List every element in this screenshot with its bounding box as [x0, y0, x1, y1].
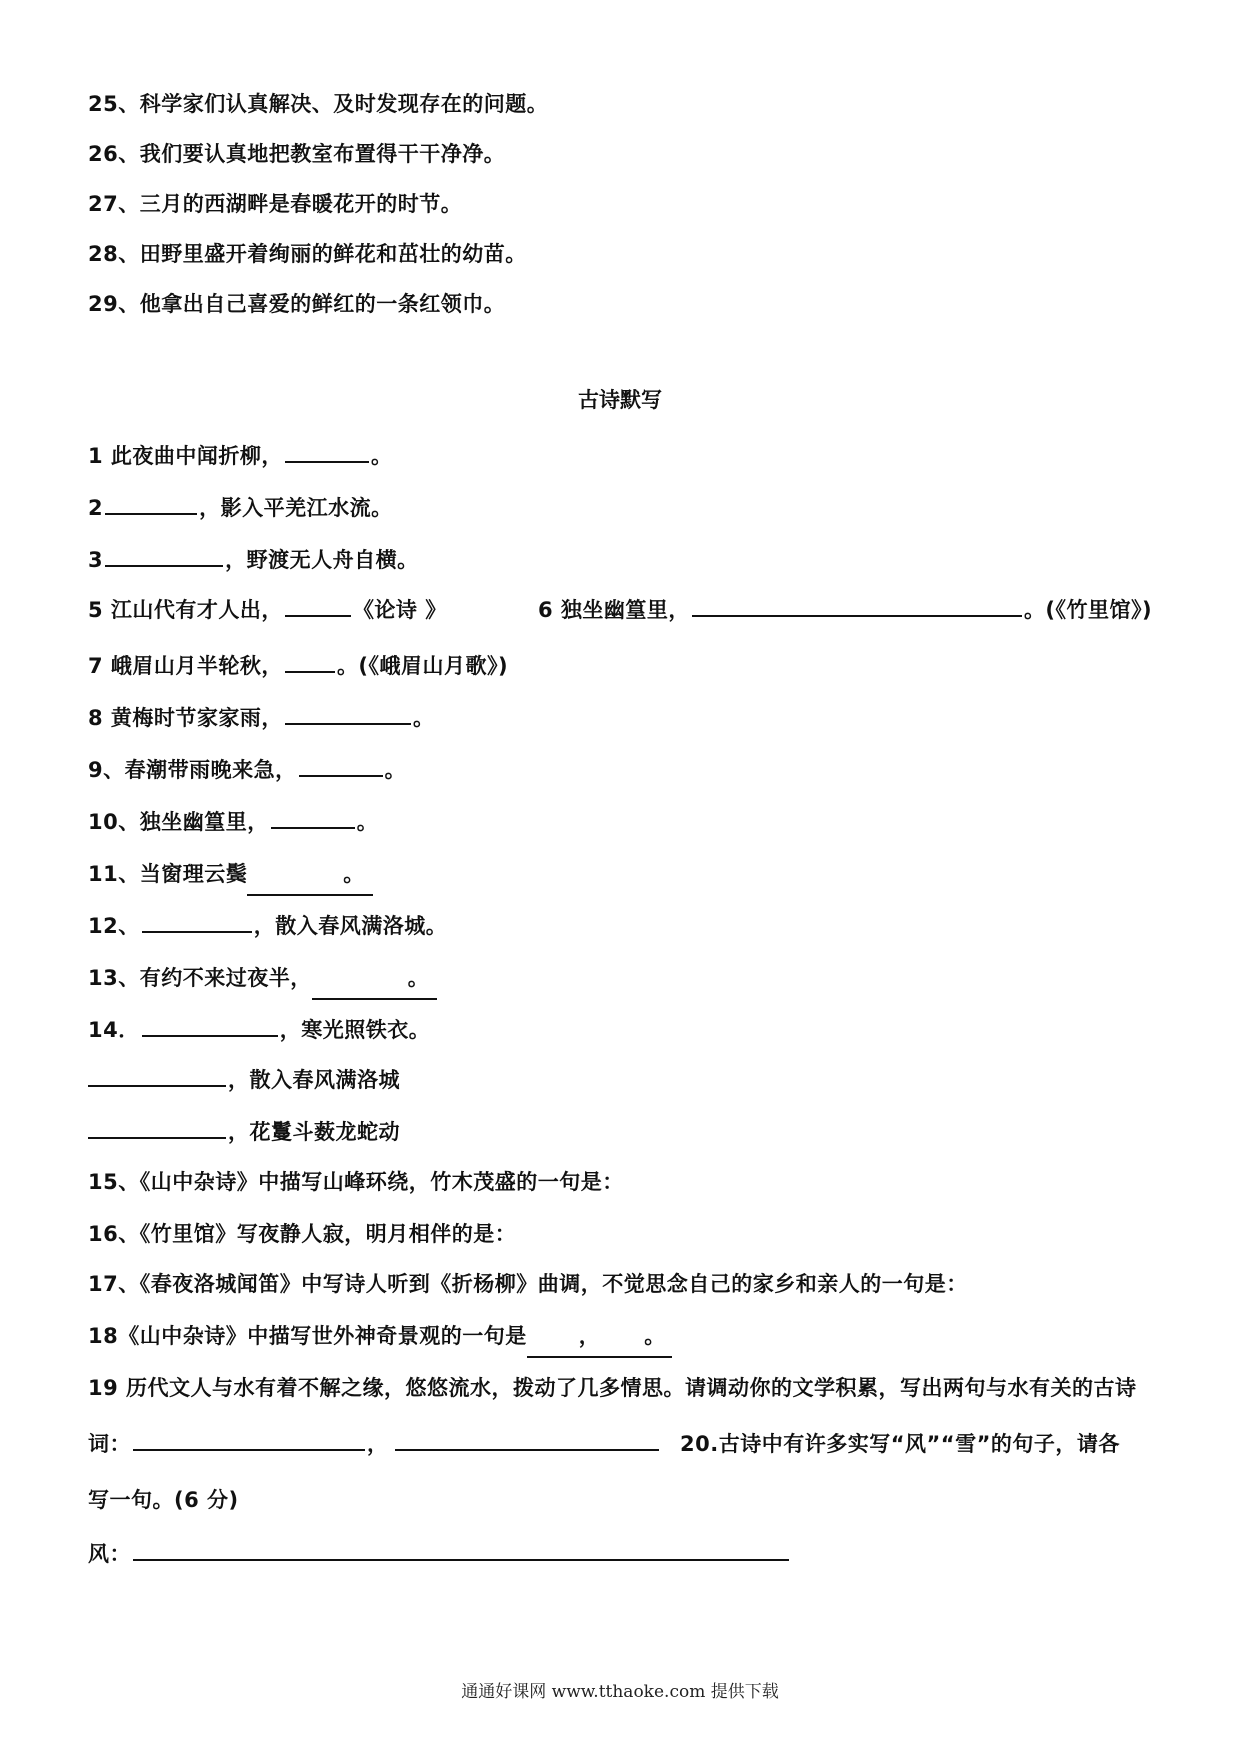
q11-text: 11、当窗理云鬓 — [88, 862, 248, 886]
q14-blank[interactable] — [142, 1013, 278, 1037]
q5-blank[interactable] — [285, 593, 351, 617]
extra1-text: ，散入春风满洛城 — [228, 1068, 400, 1092]
question-3 — [88, 540, 419, 580]
question-2 — [88, 488, 393, 528]
q18-blank[interactable] — [527, 1316, 672, 1358]
q1-end: 。 — [370, 444, 393, 468]
q12-number: 12、 — [88, 914, 140, 938]
question-13 — [88, 958, 437, 998]
q19-comma: ， — [367, 1432, 389, 1456]
question-5 — [88, 590, 447, 630]
q2-blank[interactable] — [105, 491, 197, 515]
extra2-text: ，花鬘斗薮龙蛇动 — [228, 1120, 400, 1144]
question-10 — [88, 802, 378, 842]
q3-text: ，野渡无人舟自横。 — [225, 548, 419, 572]
q2-number: 2 — [88, 496, 104, 520]
q14-text: ，寒光照铁衣。 — [279, 1018, 431, 1042]
footer-credit: 通通好课网 www.tthaoke.com 提供下载 — [461, 1682, 779, 1702]
q14-number: 14． — [88, 1018, 140, 1042]
q18-end: 。 — [644, 1324, 666, 1348]
q18-comma: ， — [578, 1324, 601, 1348]
q5-source: 《论诗 》 — [352, 598, 447, 622]
question-9 — [88, 750, 406, 790]
q1-text: 1 此夜曲中闻折柳， — [88, 444, 283, 468]
q19-label: 词： — [88, 1432, 131, 1456]
q19-blank-2[interactable] — [395, 1427, 659, 1451]
question-19-line-2 — [88, 1424, 661, 1464]
question-16: 16、《竹里馆》写夜静人寂，明月相伴的是： — [88, 1222, 517, 1246]
q12-blank[interactable] — [142, 909, 252, 933]
extra-line-1 — [88, 1060, 400, 1100]
q18-text: 18《山中杂诗》中描写世外神奇景观的一句是 — [88, 1324, 527, 1348]
question-19-line-1: 19 历代文人与水有着不解之缘，悠悠流水，拨动了几多情思。请调动你的文学积累，写出两句与水有关的古诗 — [88, 1376, 1137, 1400]
wind-label: 风： — [88, 1542, 131, 1566]
q7-blank[interactable] — [285, 649, 335, 673]
question-1 — [88, 436, 392, 476]
extra1-blank[interactable] — [88, 1063, 226, 1087]
wind-blank[interactable] — [133, 1537, 789, 1561]
question-11 — [88, 854, 373, 894]
q12-text: ，散入春风满洛城。 — [253, 914, 448, 938]
q5-text: 5 江山代有才人出， — [88, 598, 283, 622]
q1-blank[interactable] — [285, 439, 369, 463]
q9-text: 9、春潮带雨晚来急， — [88, 758, 297, 782]
q13-end: 。 — [407, 966, 430, 990]
q6-source: 。(《竹里馆》) — [1023, 598, 1153, 622]
question-15: 15、《山中杂诗》中描写山峰环绕，竹木茂盛的一句是： — [88, 1170, 624, 1194]
question-20: 20.古诗中有许多实写“风”“雪”的句子，请各 — [680, 1432, 1120, 1456]
q6-blank[interactable] — [692, 593, 1022, 617]
question-8 — [88, 698, 434, 738]
question-7 — [88, 646, 508, 686]
q11-blank[interactable] — [247, 854, 373, 896]
q9-blank[interactable] — [299, 753, 383, 777]
q7-source: 。(《峨眉山月歌》) — [336, 654, 509, 678]
q10-end: 。 — [356, 810, 379, 834]
question-20-line-2: 写一句。(6 分) — [88, 1488, 239, 1512]
sentence-25: 25、科学家们认真解决、及时发现存在的问题。 — [88, 92, 549, 116]
q3-blank[interactable] — [105, 543, 223, 567]
sentence-29: 29、他拿出自己喜爱的鲜红的一条红领巾。 — [88, 292, 506, 316]
question-6 — [538, 590, 1152, 630]
section-title: 古诗默写 — [578, 388, 662, 412]
q8-end: 。 — [412, 706, 435, 730]
q9-end: 。 — [384, 758, 407, 782]
q13-blank[interactable] — [312, 958, 438, 1000]
q6-text: 6 独坐幽篁里， — [538, 598, 690, 622]
question-14 — [88, 1010, 430, 1050]
sentence-28: 28、田野里盛开着绚丽的鲜花和茁壮的幼苗。 — [88, 242, 527, 266]
q7-text: 7 峨眉山月半轮秋， — [88, 654, 283, 678]
q10-blank[interactable] — [271, 805, 355, 829]
wind-answer-line — [88, 1534, 791, 1574]
q8-text: 8 黄梅时节家家雨， — [88, 706, 283, 730]
q10-text: 10、独坐幽篁里， — [88, 810, 269, 834]
question-17: 17、《春夜洛城闻笛》中写诗人听到《折杨柳》曲调，不觉思念自己的家乡和亲人的一句是： — [88, 1272, 968, 1296]
question-18 — [88, 1316, 672, 1356]
q2-text: ，影入平羌江水流。 — [199, 496, 393, 520]
q11-end: 。 — [343, 862, 365, 886]
q13-text: 13、有约不来过夜半， — [88, 966, 312, 990]
extra-line-2 — [88, 1112, 400, 1152]
sentence-26: 26、我们要认真地把教室布置得干干净净。 — [88, 142, 506, 166]
sentence-27: 27、三月的西湖畔是春暖花开的时节。 — [88, 192, 463, 216]
q19-blank-1[interactable] — [133, 1427, 365, 1451]
q3-number: 3 — [88, 548, 104, 572]
question-12 — [88, 906, 447, 946]
q8-blank[interactable] — [285, 701, 411, 725]
extra2-blank[interactable] — [88, 1115, 226, 1139]
